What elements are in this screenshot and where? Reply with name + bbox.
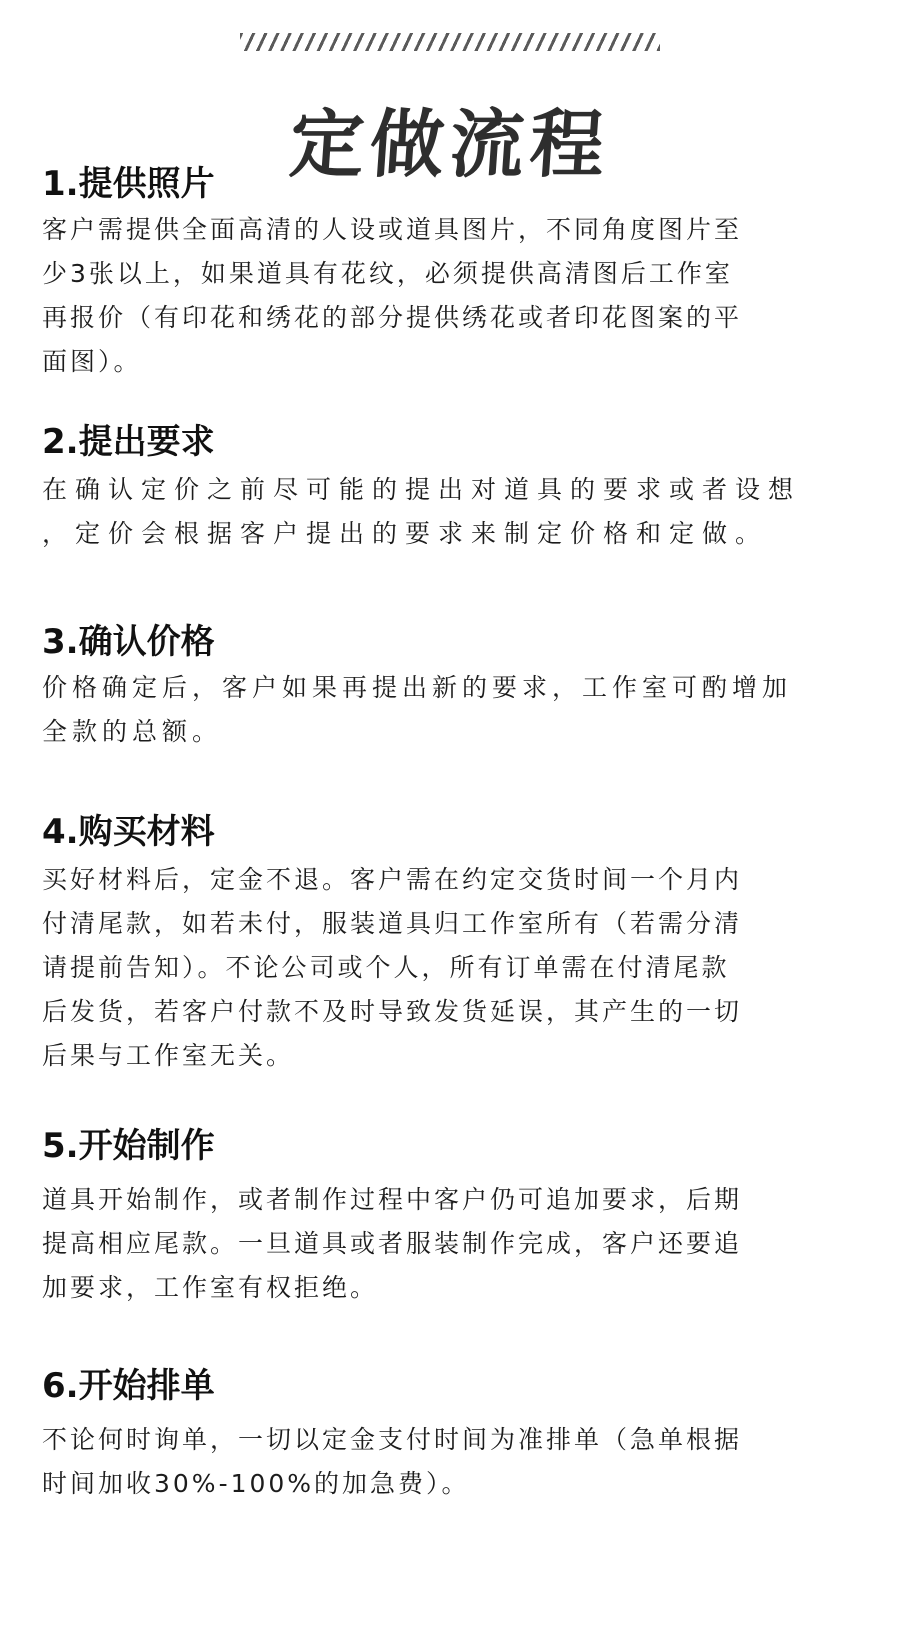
section-body: 客户需提供全面高清的人设或道具图片，不同角度图片至 少3张以上，如果道具有花纹，必须提供高清图后工作室 再报价（有印花和绣花的部分提供绣花或者印花图案的平 面图）。 <box>42 215 743 376</box>
section-heading: 4.购买材料 <box>42 812 215 852</box>
section-provide-photos <box>42 162 872 384</box>
section-heading: 1.提供照片 <box>42 164 215 204</box>
section-purchase-materials <box>42 810 872 1078</box>
section-heading: 2.提出要求 <box>42 422 215 462</box>
section-start-production <box>42 1124 872 1310</box>
section-body: 价格确定后，客户如果再提出新的要求，工作室可酌增加 全款的总额。 <box>42 673 793 746</box>
section-start-scheduling <box>42 1364 872 1506</box>
section-heading: 6.开始排单 <box>42 1366 215 1406</box>
section-confirm-price <box>42 620 872 754</box>
section-body: 道具开始制作，或者制作过程中客户仍可追加要求，后期 提高相应尾款。一旦道具或者服装制作完成，客户还要追 加要求，工作室有权拒绝。 <box>42 1185 743 1302</box>
section-body: 不论何时询单，一切以定金支付时间为准排单（急单根据 时间加收30%-100%的加急费）。 <box>42 1425 743 1498</box>
section-body: 买好材料后，定金不退。客户需在约定交货时间一个月内 付清尾款，如若未付，服装道具归工作室所有（若需分清 请提前告知）。不论公司或个人，所有订单需在付清尾款 后发货，若客户付款不及时导致发货延误，其产生的一切 后果与工作室无关。 <box>42 865 743 1070</box>
section-submit-requirements <box>42 420 872 556</box>
page-title: 定做流程 <box>286 101 614 188</box>
section-body: 在确认定价之前尽可能的提出对道具的要求或者设想 ，定价会根据客户提出的要求来制定价格和定做。 <box>42 475 802 548</box>
decorative-stripes <box>240 33 660 51</box>
section-heading: 5.开始制作 <box>42 1126 215 1166</box>
section-heading: 3.确认价格 <box>42 622 215 662</box>
